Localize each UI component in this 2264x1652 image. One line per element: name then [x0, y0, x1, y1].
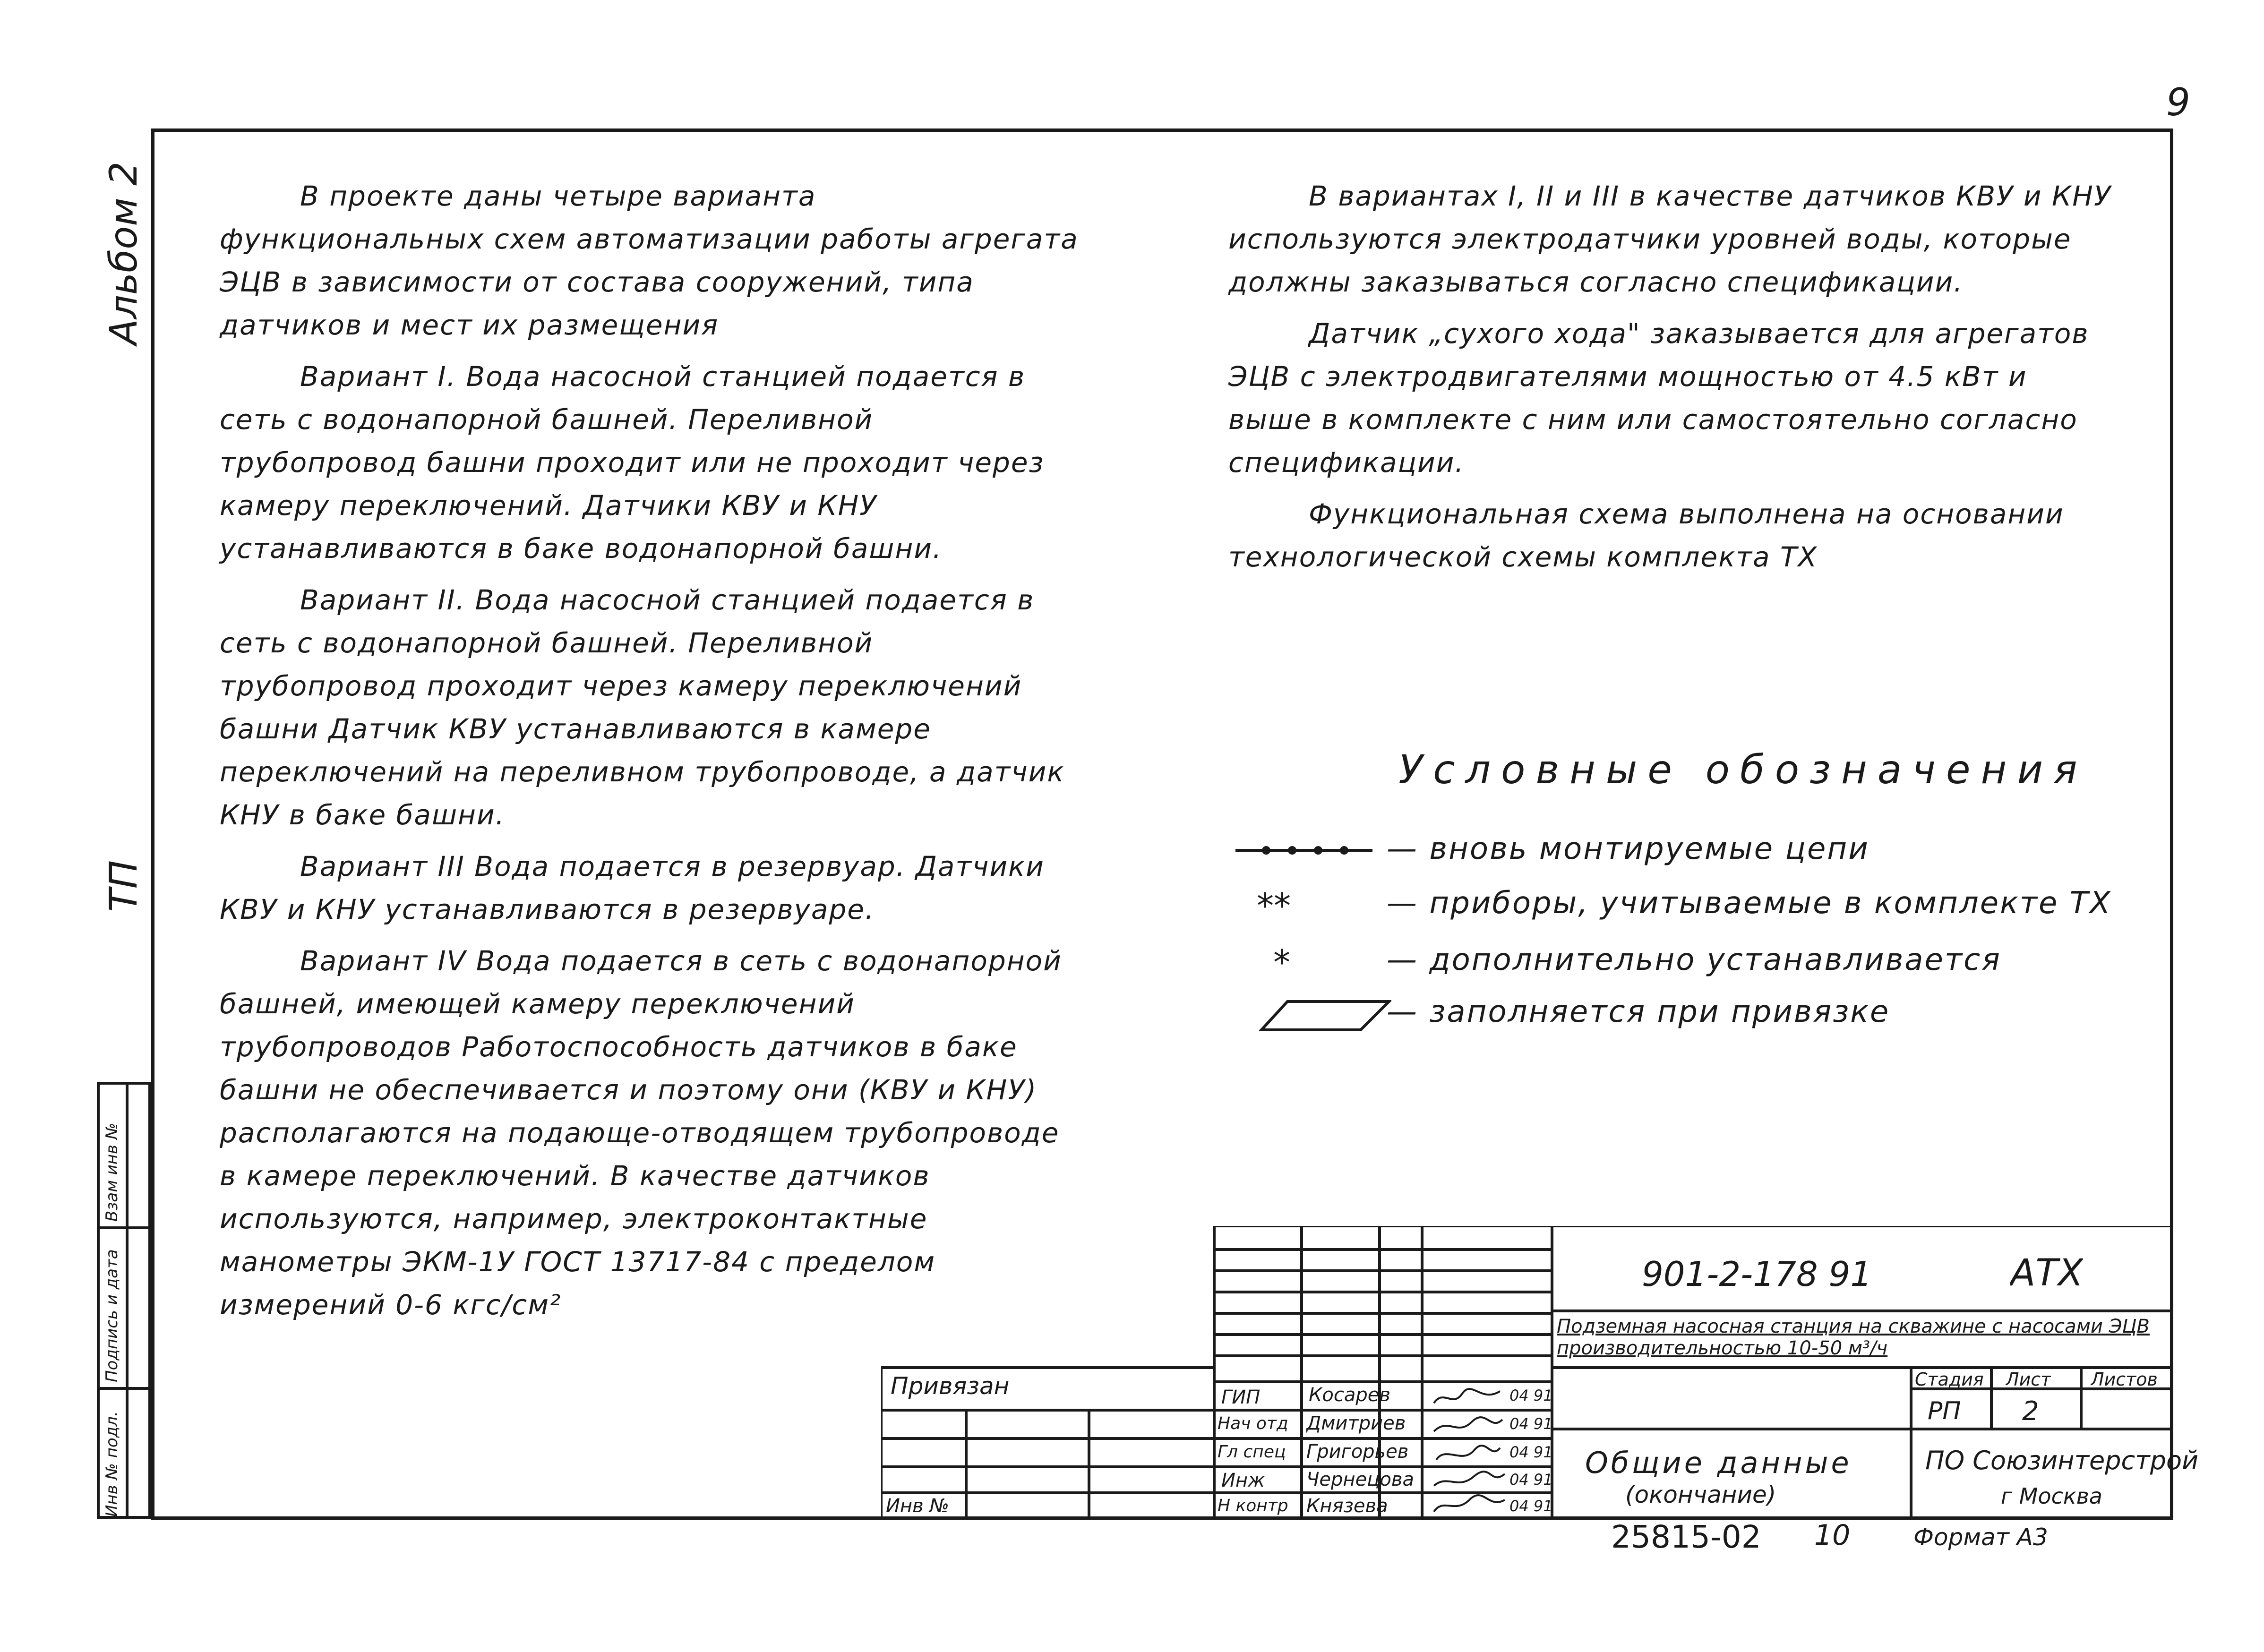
- archive-number: 25815-02: [1611, 1519, 1761, 1555]
- legend-symbol-parallelogram: [1259, 997, 1391, 1035]
- page-number: 9: [2166, 80, 2190, 124]
- inv-no-label: Инв №: [886, 1495, 949, 1517]
- legend-text-filled-on-binding: — заполняется при привязке: [1387, 994, 1890, 1029]
- scheme-basis-paragraph: Функциональная схема выполнена на основании технологической схемы комплекта ТХ: [1228, 498, 2064, 573]
- privyazan-label: Привязан: [891, 1372, 1010, 1400]
- organization-city: г Москва: [2001, 1483, 2102, 1509]
- name-engineer: Чернецова: [1306, 1469, 1414, 1490]
- variant-1-paragraph: Вариант I. Вода насосной станцией подается в сеть с водонапорной башней. Переливной трубопровод башни проходит или не проходит через камеру переключений. Датчики КВУ и КНУ устанавливаются в баке водонапорной башни.: [220, 360, 1045, 565]
- variant-4-paragraph: Вариант IV Вода подается в сеть с водонапорной башней, имеющей камеру переключений трубопроводов Работоспособность датчиков в баке башни не обеспечивается и поэтому они (КВУ и КНУ) располагаются на подающе-отводящем трубопроводе в камере переключений. В качестве датчиков используются, например, электроконтактные манометры ЭКМ-1У ГОСТ 13717-84 с пределом измерений 0-6 кгс/см²: [220, 945, 1062, 1321]
- legend-title: Условные обозначения: [1398, 746, 2088, 793]
- variant-3-paragraph: Вариант III Вода подается в резервуар. Датчики КВУ и КНУ устанавливаются в резервуаре.: [220, 850, 1045, 925]
- name-head-dept: Дмитриев: [1306, 1412, 1406, 1434]
- dry-run-paragraph: Датчик „сухого хода" заказывается для агрегатов ЭЦВ с электродвигателями мощностью от 4.5 кВт и выше в комплекте с ним или самостоятельно согласно спецификации.: [1228, 317, 2089, 479]
- album-label: Альбом 2: [102, 162, 146, 345]
- footer-page-number: 10: [1814, 1519, 1851, 1552]
- margin-stamp: [97, 1082, 151, 1519]
- stage-header: Стадия: [1915, 1369, 1984, 1390]
- margin-stamp-divider: [100, 1226, 148, 1229]
- legend-symbol-double-asterisk: **: [1257, 886, 1291, 925]
- stamp-label-sign: Подпись и дата: [103, 1249, 121, 1382]
- sheet-value: 2: [2022, 1396, 2039, 1427]
- margin-stamp-divider: [100, 1387, 148, 1390]
- date-gip: 04 91: [1509, 1387, 1553, 1404]
- legend-symbol-line-dots: [1233, 841, 1375, 860]
- tp-label: ТП: [102, 860, 146, 912]
- role-head-dept: Нач отд: [1218, 1414, 1288, 1433]
- sheet-name: Общие данные: [1585, 1446, 1852, 1480]
- legend-text-tx-instruments: — приборы, учитываемые в комплекте ТХ: [1387, 886, 2112, 921]
- date-engineer: 04 91: [1509, 1471, 1553, 1489]
- date-norm-control: 04 91: [1509, 1497, 1553, 1515]
- stage-value: РП: [1928, 1397, 1961, 1425]
- name-gip: Косарев: [1309, 1384, 1390, 1406]
- format-label: Формат А3: [1913, 1524, 2048, 1551]
- role-norm-control: Н контр: [1218, 1496, 1288, 1515]
- signature-marks: [1429, 1384, 1509, 1516]
- stamp-label-inv: Инв № подл.: [103, 1411, 121, 1517]
- legend-symbol-asterisk: *: [1273, 942, 1290, 982]
- date-chief-spec: 04 91: [1509, 1443, 1553, 1461]
- legend-text-additional: — дополнительно устанавливается: [1387, 942, 2001, 977]
- sheet-header: Лист: [2006, 1369, 2051, 1390]
- role-gip: ГИП: [1221, 1387, 1261, 1408]
- stamp-label-replace: Взам инв №: [103, 1122, 121, 1222]
- margin-stamp-divider: [126, 1085, 129, 1516]
- name-chief-spec: Григорьев: [1306, 1441, 1409, 1463]
- doc-designation: 901-2-178 91: [1642, 1254, 1872, 1294]
- sheet-name-sub: (окончание): [1625, 1481, 1776, 1508]
- intro-paragraph: В проекте даны четыре варианта функциональных схем автоматизации работы агрегата ЭЦВ в зависимости от состава сооружений, типа датчиков и мест их размещения: [220, 180, 1079, 341]
- sheets-header: Листов: [2091, 1369, 2158, 1390]
- variant-2-paragraph: Вариант II. Вода насосной станцией подается в сеть с водонапорной башней. Переливной трубопровод проходит через камеру переключений башни Датчик КВУ устанавливаются в камере переключений на переливном трубопроводе, а датчик КНУ в баке башни.: [220, 584, 1065, 831]
- right-text-column: [1228, 175, 2117, 587]
- organization-name: ПО Союзинтерстрой: [1925, 1446, 2199, 1475]
- role-engineer: Инж: [1221, 1470, 1265, 1491]
- left-text-column: [220, 175, 1080, 1335]
- date-head-dept: 04 91: [1509, 1415, 1553, 1433]
- project-title: Подземная насосная станция на скважине с насосами ЭЦВ производительностью 10-50 м³/ч: [1557, 1316, 2150, 1359]
- legend-text-new-circuits: — вновь монтируемые цепи: [1387, 831, 1870, 866]
- sensors-paragraph: В вариантах I, II и III в качестве датчиков КВУ и КНУ используются электродатчики уровней воды, которые должны заказываться согласно спецификации.: [1228, 180, 2112, 298]
- name-norm-control: Князева: [1306, 1495, 1388, 1517]
- title-block: [881, 1226, 2199, 1520]
- doc-code: АТХ: [2010, 1252, 2084, 1294]
- role-chief-spec: Гл спец: [1218, 1442, 1286, 1462]
